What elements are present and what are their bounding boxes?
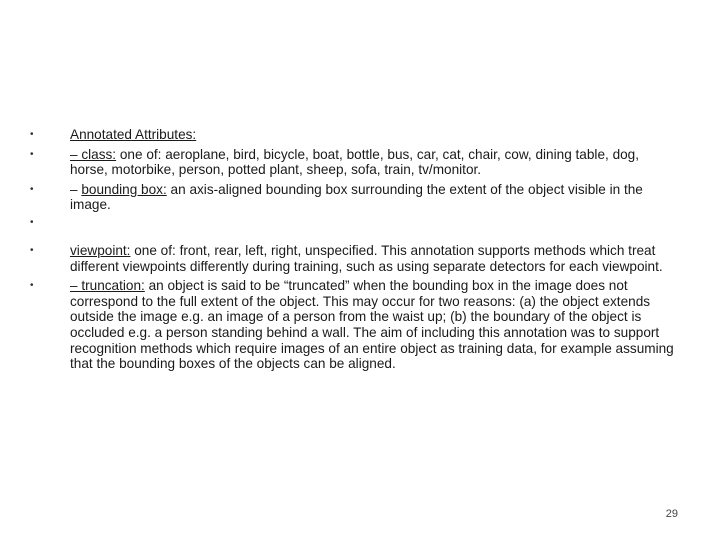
bullet-bounding-box <box>30 182 680 213</box>
page-number: 29 <box>665 508 678 520</box>
bounding-box-term: bounding box: <box>81 181 167 197</box>
bullet-list <box>30 127 680 372</box>
bullet-annotated-attributes <box>30 127 680 143</box>
bullet-empty <box>30 215 680 230</box>
bullet-dot: • <box>30 280 34 292</box>
bullet-truncation <box>30 278 680 372</box>
bounding-box-text: an axis-aligned bounding box surrounding the extent of the object visible in the image. <box>70 181 643 213</box>
viewpoint-term: viewpoint: <box>70 242 131 258</box>
viewpoint-text: one of: front, rear, left, right, unspecified. This annotation supports methods which treat different viewpoints differently during training, such as using separate detectors for each viewpoint. <box>70 242 663 274</box>
bullet-dot: • <box>30 244 34 256</box>
heading-term: Annotated Attributes: <box>70 127 197 142</box>
class-text: one of: aeroplane, bird, bicycle, boat, bottle, bus, car, cat, chair, cow, dining table, dog, horse, motorbike, person, potted plant, sheep, sofa, train, tv/monitor. <box>70 146 640 178</box>
truncation-text: an object is said to be “truncated” when the bounding box in the image does not correspond to the full extent of the object. This may occur for two reasons: (a) the object extends outside the image e.g. an image of a person from the waist up; (b) the boundary of the object is occluded e.g. a person standing behind a wall. The aim of including this annotation was to support recognition methods which require images of an entire object as training data, for example assuming that the bounding boxes of the objects can be aligned. <box>70 278 674 372</box>
bullet-dot: • <box>30 129 34 140</box>
bullet-dot: • <box>30 183 34 195</box>
bounding-box-lead: – <box>70 181 82 197</box>
bullet-viewpoint <box>30 243 680 274</box>
bullet-class <box>30 147 680 178</box>
truncation-term: – truncation: <box>70 278 145 294</box>
bullet-dot: • <box>30 148 34 160</box>
class-term: – class: <box>70 146 117 162</box>
bullet-dot: • <box>30 216 34 228</box>
